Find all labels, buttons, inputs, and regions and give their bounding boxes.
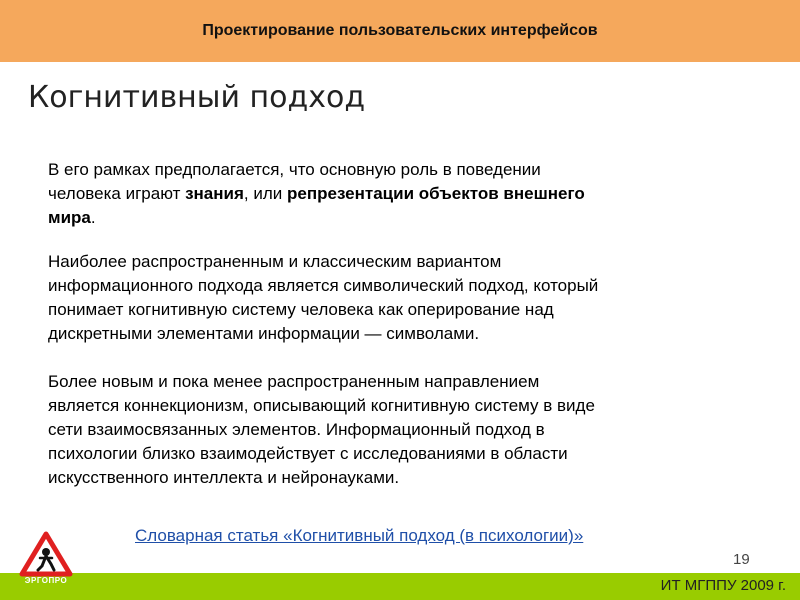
paragraph-line: психологии близко взаимодействует с исследованиями в области [48, 444, 568, 463]
warning-triangle-icon [18, 530, 74, 578]
dictionary-article-link[interactable]: Словарная статья «Когнитивный подход (в психологии)» [135, 526, 584, 545]
ergopro-logo [18, 530, 74, 590]
paragraph-line: информационного подхода является символический подход, который [48, 276, 599, 295]
paragraph-symbolic [48, 250, 718, 346]
paragraph-line: Более новым и пока менее распространенным направлением [48, 372, 540, 391]
emphasis-knowledge: знания [185, 184, 244, 203]
emphasis-world: мира [48, 208, 91, 227]
paragraph-intro-line [48, 182, 698, 206]
paragraph-line: понимает когнитивную систему человека как оперирование над [48, 300, 554, 319]
slide-title: Когнитивный подход [28, 80, 366, 115]
paragraph-line: дискретными элементами информации — символами. [48, 324, 480, 343]
text-fragment: , или [243, 184, 287, 203]
paragraph-intro-line: В его рамках предполагается, что основную роль в поведении [48, 160, 541, 179]
paragraph-line: искусственного интеллекта и нейронауками. [48, 468, 400, 487]
paragraph-intro-line [48, 206, 698, 230]
paragraph-line: является коннекционизм, описывающий когнитивную систему в виде [48, 396, 595, 415]
page-number: 19 [733, 551, 750, 568]
text-fragment: . [90, 208, 96, 227]
organization-year: ИТ МГППУ 2009 г. [660, 577, 786, 594]
text-fragment: человека играют [48, 184, 186, 203]
logo-text: ЭРГОПРО [24, 576, 68, 585]
emphasis-representations: репрезентации объектов внешнего [287, 184, 585, 203]
header-title: Проектирование пользовательских интерфейсов [202, 22, 598, 39]
paragraph-connectionism [48, 370, 718, 490]
paragraph-line: сети взаимосвязанных элементов. Информационный подход в [48, 420, 545, 439]
paragraph-line: Наиболее распространенным и классическим вариантом [48, 252, 502, 271]
header-bar [0, 0, 800, 62]
paragraph-intro [48, 158, 698, 230]
